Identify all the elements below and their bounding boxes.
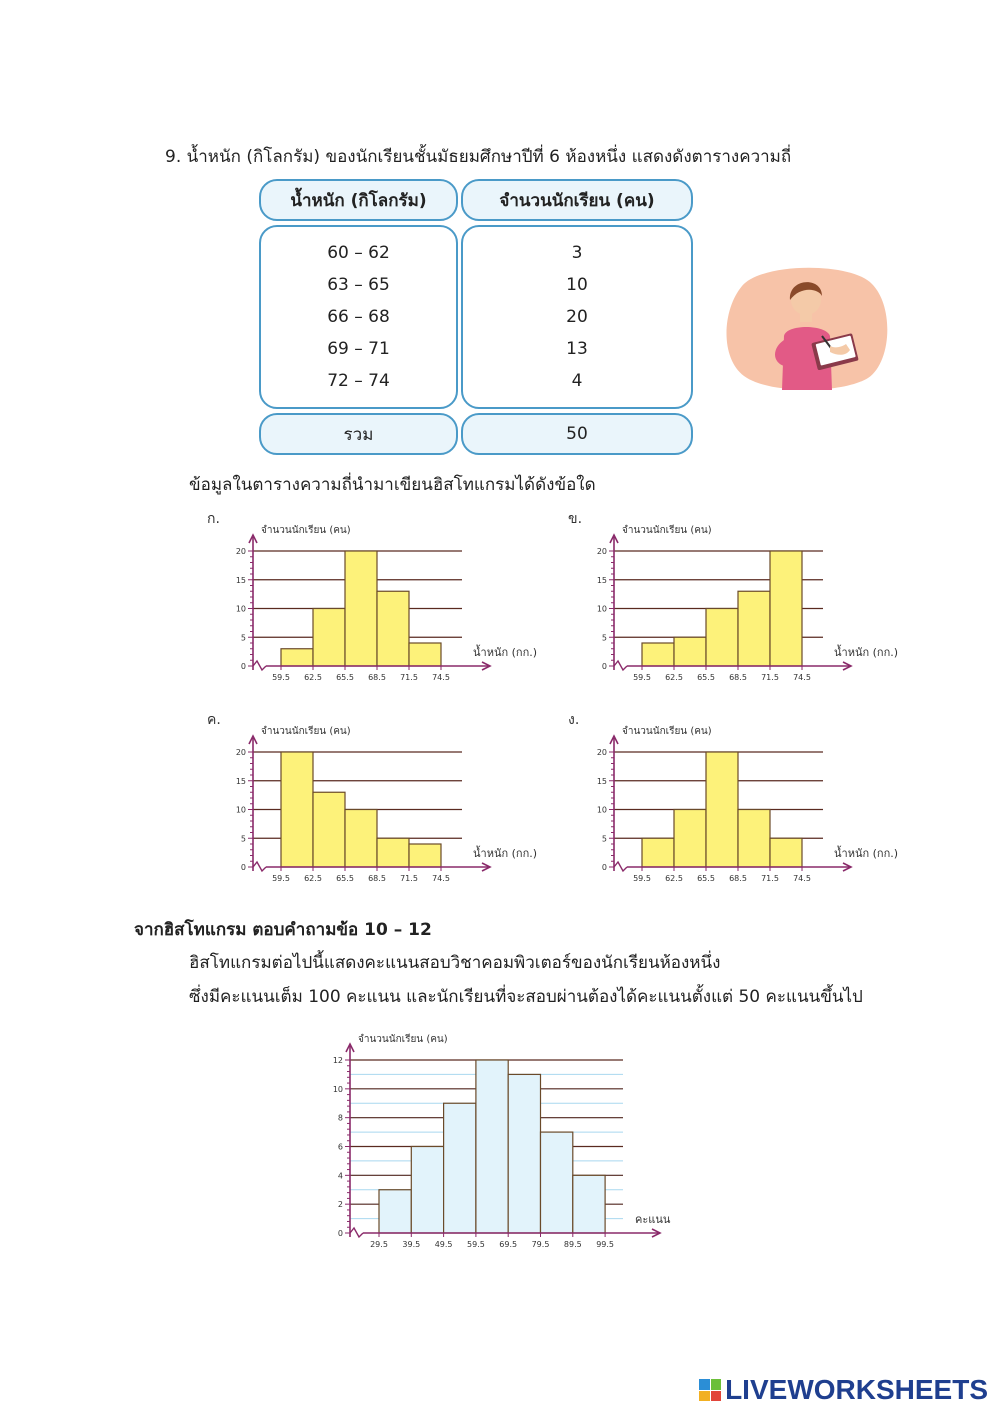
table-header-count: จำนวนนักเรียน (คน) xyxy=(461,179,693,221)
x-tick-label: 65.5 xyxy=(336,673,354,682)
histogram-bar xyxy=(345,810,377,868)
y-tick-label: 8 xyxy=(337,1113,343,1123)
weight-range-cell: 63 – 65 xyxy=(327,275,390,295)
histogram-bar xyxy=(345,551,377,666)
histogram-bar xyxy=(573,1175,605,1233)
option-label: ข. xyxy=(568,511,583,527)
x-tick-label: 59.5 xyxy=(633,874,651,883)
x-tick-label: 74.5 xyxy=(432,874,450,883)
histogram-bar xyxy=(377,838,409,867)
histogram-bar xyxy=(444,1103,476,1233)
weight-range-cell: 60 – 62 xyxy=(327,243,390,263)
histogram-bar xyxy=(674,810,706,868)
histogram-bar xyxy=(738,591,770,666)
liveworksheets-mark-icon xyxy=(699,1379,721,1401)
x-tick-label: 71.5 xyxy=(761,673,779,682)
y-tick-label: 20 xyxy=(596,547,607,556)
histogram-bar xyxy=(770,551,802,666)
x-axis-label: คะแนน xyxy=(635,1213,671,1226)
histogram-option-d[interactable] xyxy=(561,706,921,900)
axis-break xyxy=(614,661,627,670)
x-tick-label: 59.5 xyxy=(466,1240,485,1249)
histogram-a-svg xyxy=(200,505,560,695)
histogram-bar xyxy=(281,752,313,867)
x-tick-label: 59.5 xyxy=(272,673,290,682)
count-cell: 10 xyxy=(566,275,588,295)
histogram-bar xyxy=(379,1190,411,1233)
histogram-bar xyxy=(642,643,674,666)
x-tick-label: 59.5 xyxy=(633,673,651,682)
y-tick-label: 10 xyxy=(235,604,246,614)
x-tick-label: 62.5 xyxy=(665,874,683,883)
x-tick-label: 74.5 xyxy=(432,673,450,682)
y-axis-label: จำนวนนักเรียน (คน) xyxy=(622,525,712,536)
y-tick-label: 10 xyxy=(596,805,607,815)
question-9-title: 9. น้ำหนัก (กิโลกรัม) ของนักเรียนชั้นมัธยมศึกษาปีที่ 6 ห้องหนึ่ง แสดงดังตารางความถี่ xyxy=(165,147,792,167)
liveworksheets-logo[interactable] xyxy=(699,1374,988,1406)
x-tick-label: 71.5 xyxy=(400,874,418,883)
y-tick-label: 2 xyxy=(337,1200,343,1210)
table-total-value: 50 xyxy=(461,413,693,455)
histogram-c-svg xyxy=(200,706,560,896)
y-tick-label: 10 xyxy=(332,1084,343,1094)
option-label: ง. xyxy=(568,712,580,728)
y-tick-label: 0 xyxy=(601,662,607,671)
table-header-weight: น้ำหนัก (กิโลกรัม) xyxy=(259,179,458,221)
histogram-bar xyxy=(706,609,738,667)
y-tick-label: 10 xyxy=(235,805,246,815)
y-tick-label: 15 xyxy=(235,575,246,585)
x-tick-label: 89.5 xyxy=(563,1240,582,1249)
y-tick-label: 6 xyxy=(337,1142,343,1152)
y-tick-label: 20 xyxy=(235,748,246,757)
section-description-1: ฮิสโทแกรมต่อไปนี้แสดงคะแนนสอบวิชาคอมพิวเตอร์ของนักเรียนห้องหนึ่ง xyxy=(189,953,721,973)
y-tick-label: 15 xyxy=(235,776,246,786)
y-tick-label: 0 xyxy=(240,662,246,671)
histogram-bar xyxy=(377,591,409,666)
histogram-bar xyxy=(706,752,738,867)
histogram-bar xyxy=(409,844,441,867)
count-cell: 3 xyxy=(571,243,583,263)
histogram-bar xyxy=(313,792,345,867)
histogram-bar xyxy=(738,810,770,868)
y-tick-label: 0 xyxy=(240,863,246,872)
histogram-bar xyxy=(476,1060,508,1233)
x-tick-label: 49.5 xyxy=(434,1240,453,1249)
y-tick-label: 0 xyxy=(601,863,607,872)
y-axis-label: จำนวนนักเรียน (คน) xyxy=(622,726,712,737)
section-description-2: ซึ่งมีคะแนนเต็ม 100 คะแนน และนักเรียนที่จะสอบผ่านต้องได้คะแนนตั้งแต่ 50 คะแนนขึ้นไป xyxy=(189,987,863,1007)
table-counts-column xyxy=(461,225,693,409)
y-tick-label: 15 xyxy=(596,776,607,786)
y-tick-label: 5 xyxy=(601,633,607,643)
x-tick-label: 71.5 xyxy=(400,673,418,682)
x-tick-label: 79.5 xyxy=(531,1240,550,1249)
student-illustration xyxy=(722,266,890,390)
axis-break xyxy=(350,1228,363,1237)
x-tick-label: 68.5 xyxy=(368,673,386,682)
axis-break xyxy=(614,862,627,871)
option-label: ก. xyxy=(207,511,220,527)
x-tick-label: 68.5 xyxy=(729,874,747,883)
axis-break xyxy=(253,661,266,670)
count-cell: 13 xyxy=(566,339,588,359)
x-tick-label: 59.5 xyxy=(272,874,290,883)
x-axis-label: น้ำหนัก (กก.) xyxy=(473,646,538,659)
y-tick-label: 5 xyxy=(240,633,246,643)
table-ranges-column xyxy=(259,225,458,409)
histogram-option-c[interactable] xyxy=(200,706,560,900)
y-tick-label: 20 xyxy=(235,547,246,556)
x-tick-label: 74.5 xyxy=(793,874,811,883)
histogram-bar xyxy=(409,643,441,666)
x-tick-label: 65.5 xyxy=(697,874,715,883)
histogram-b-svg xyxy=(561,505,921,695)
x-tick-label: 62.5 xyxy=(304,673,322,682)
axis-break xyxy=(253,862,266,871)
x-tick-label: 39.5 xyxy=(402,1240,421,1249)
histogram-option-a[interactable] xyxy=(200,505,560,699)
section-heading: จากฮิสโทแกรม ตอบคำถามข้อ 10 – 12 xyxy=(134,920,432,940)
histogram-d-svg xyxy=(561,706,921,896)
y-axis-label: จำนวนนักเรียน (คน) xyxy=(261,525,351,536)
histogram-bar xyxy=(508,1074,540,1233)
count-cell: 4 xyxy=(571,371,583,391)
histogram-bar xyxy=(281,649,313,666)
x-axis-label: น้ำหนัก (กก.) xyxy=(473,847,538,860)
histogram-bar xyxy=(642,838,674,867)
question-9-prompt: ข้อมูลในตารางความถี่นำมาเขียนฮิสโทแกรมได้ดังข้อใด xyxy=(189,475,596,495)
score-histogram xyxy=(320,1020,720,1264)
weight-range-cell: 66 – 68 xyxy=(327,307,390,327)
y-tick-label: 20 xyxy=(596,748,607,757)
x-tick-label: 68.5 xyxy=(368,874,386,883)
x-axis-label: น้ำหนัก (กก.) xyxy=(834,847,899,860)
y-tick-label: 10 xyxy=(596,604,607,614)
histogram-bar xyxy=(541,1132,573,1233)
count-cell: 20 xyxy=(566,307,588,327)
histogram-bar xyxy=(313,609,345,667)
x-tick-label: 65.5 xyxy=(697,673,715,682)
y-axis-label: จำนวนนักเรียน (คน) xyxy=(358,1034,448,1045)
x-tick-label: 69.5 xyxy=(499,1240,518,1249)
histogram-option-b[interactable] xyxy=(561,505,921,699)
x-tick-label: 74.5 xyxy=(793,673,811,682)
histogram-bar xyxy=(411,1147,443,1234)
logo-text: LIVEWORKSHEETS xyxy=(725,1374,988,1405)
x-tick-label: 62.5 xyxy=(665,673,683,682)
x-tick-label: 29.5 xyxy=(370,1240,388,1249)
weight-range-cell: 72 – 74 xyxy=(327,371,390,391)
x-axis-label: น้ำหนัก (กก.) xyxy=(834,646,899,659)
weight-range-cell: 69 – 71 xyxy=(327,339,390,359)
x-tick-label: 65.5 xyxy=(336,874,354,883)
x-tick-label: 71.5 xyxy=(761,874,779,883)
y-tick-label: 15 xyxy=(596,575,607,585)
y-tick-label: 5 xyxy=(240,834,246,844)
x-tick-label: 68.5 xyxy=(729,673,747,682)
histogram-bar xyxy=(770,838,802,867)
table-total-label: รวม xyxy=(259,413,458,455)
y-tick-label: 12 xyxy=(332,1056,343,1065)
score-histogram-svg xyxy=(320,1020,720,1260)
histogram-bar xyxy=(674,637,706,666)
option-label: ค. xyxy=(207,712,221,728)
x-tick-label: 62.5 xyxy=(304,874,322,883)
y-tick-label: 4 xyxy=(337,1171,343,1181)
student-writing-icon xyxy=(722,266,890,390)
y-axis-label: จำนวนนักเรียน (คน) xyxy=(261,726,351,737)
y-tick-label: 5 xyxy=(601,834,607,844)
x-tick-label: 99.5 xyxy=(596,1240,615,1249)
y-tick-label: 0 xyxy=(337,1229,343,1238)
